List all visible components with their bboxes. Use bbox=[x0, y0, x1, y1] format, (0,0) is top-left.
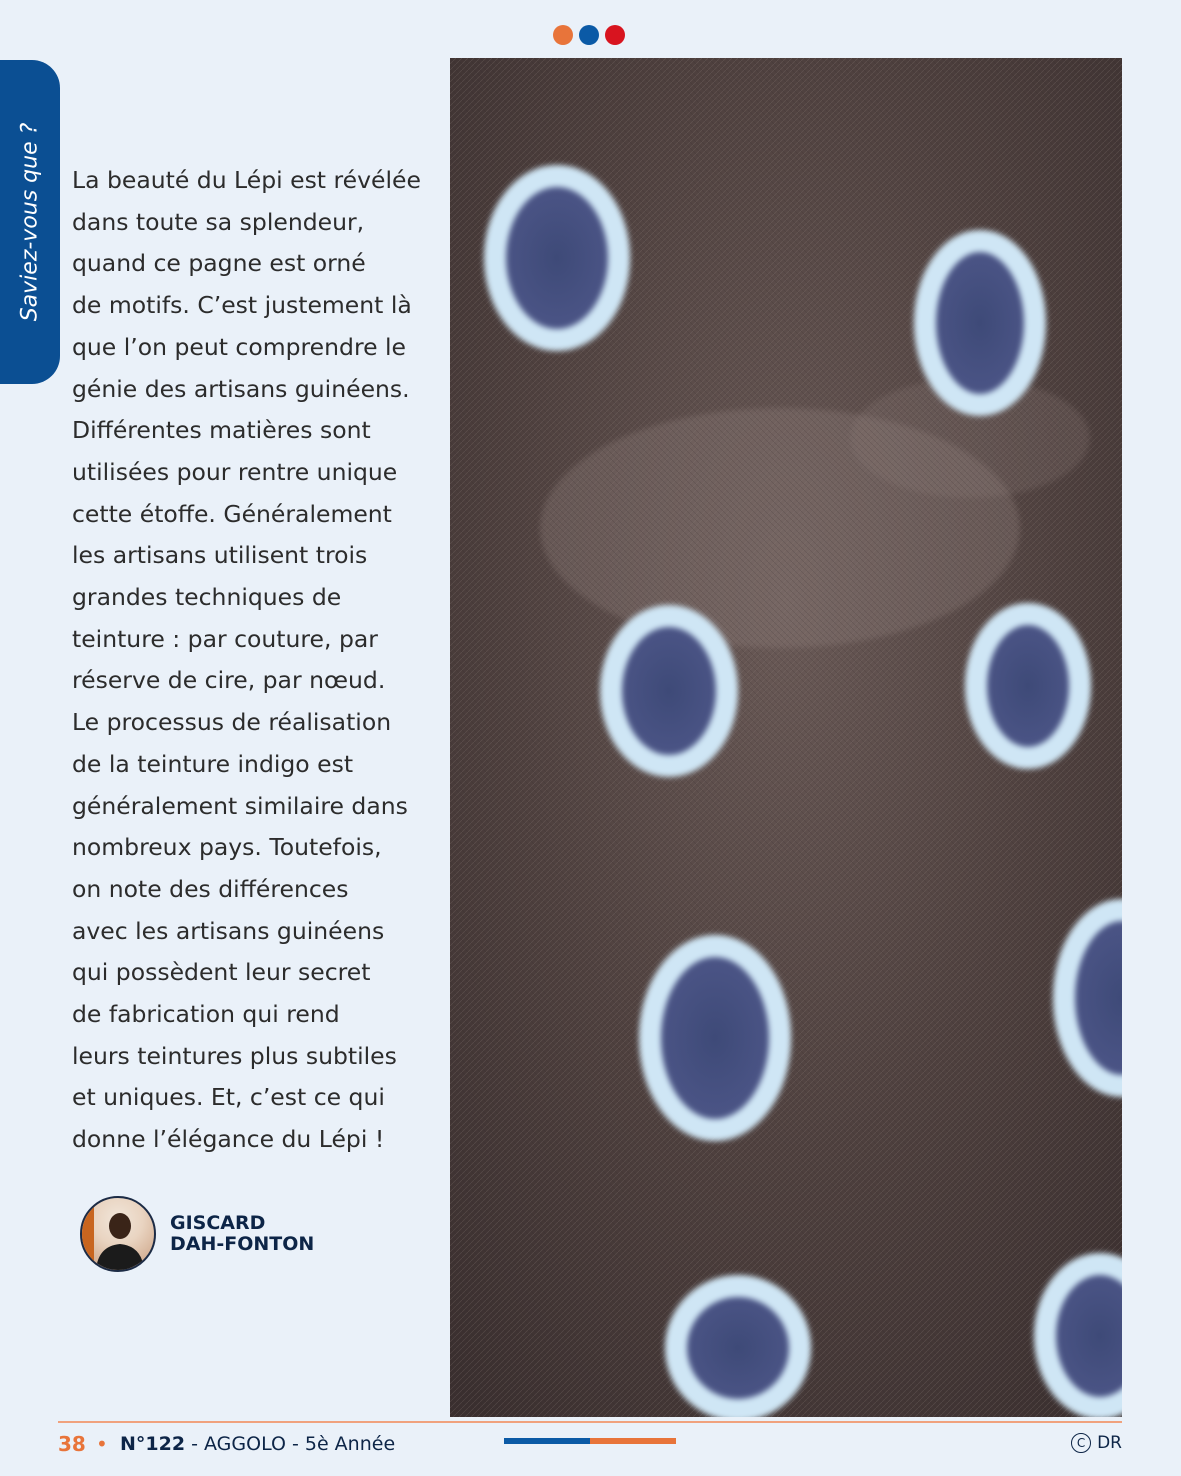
author-byline bbox=[80, 1196, 314, 1272]
author-last-name: DAH-FONTON bbox=[170, 1233, 315, 1255]
blue-dot bbox=[579, 25, 599, 45]
page-footer bbox=[58, 1428, 1128, 1460]
indigo-fabric-photo bbox=[450, 58, 1122, 1417]
author-first-name: GISCARD bbox=[170, 1212, 266, 1234]
article-body bbox=[72, 160, 442, 1161]
footer-divider bbox=[58, 1421, 1122, 1423]
article-line: on note des différences bbox=[72, 874, 349, 903]
author-avatar bbox=[80, 1196, 156, 1272]
article-line: leurs teintures plus subtiles bbox=[72, 1041, 397, 1070]
footer-color-bar bbox=[504, 1438, 676, 1444]
article-line: de fabrication qui rend bbox=[72, 1000, 340, 1029]
article-line: réserve de cire, par nœud. bbox=[72, 666, 386, 695]
copyright-icon: C bbox=[1071, 1433, 1091, 1453]
article-line: avec les artisans guinéens bbox=[72, 916, 385, 945]
article-line: dans toute sa splendeur, bbox=[72, 207, 365, 236]
article-line: La beauté du Lépi est révélée bbox=[72, 166, 421, 194]
author-name bbox=[170, 1213, 314, 1255]
page-number: 38 bbox=[58, 1432, 86, 1456]
fabric-image bbox=[450, 58, 1122, 1417]
article-line: quand ce pagne est orné bbox=[72, 249, 366, 278]
red-dot bbox=[605, 25, 625, 45]
article-line: teinture : par couture, par bbox=[72, 624, 378, 653]
person-icon bbox=[82, 1198, 154, 1270]
section-label: Saviez-vous que ? bbox=[17, 122, 43, 322]
publication-name: - AGGOLO - 5è Année bbox=[185, 1433, 396, 1455]
decorative-dots bbox=[553, 25, 625, 45]
article-line: généralement similaire dans bbox=[72, 791, 408, 820]
article-line: nombreux pays. Toutefois, bbox=[72, 833, 382, 862]
article-line: que l’on peut comprendre le bbox=[72, 332, 407, 361]
article-line: de la teinture indigo est bbox=[72, 749, 354, 778]
article-line: Différentes matières sont bbox=[72, 416, 371, 445]
credit-text: DR bbox=[1097, 1433, 1122, 1453]
orange-dot bbox=[553, 25, 573, 45]
article-line: Le processus de réalisation bbox=[72, 708, 392, 737]
article-line: utilisées pour rentre unique bbox=[72, 457, 398, 486]
issue-number: N°122 bbox=[120, 1433, 186, 1455]
issue-info bbox=[120, 1433, 395, 1455]
article-line: donne l’élégance du Lépi ! bbox=[72, 1125, 385, 1154]
article-line: de motifs. C’est justement là bbox=[72, 291, 412, 320]
article-line: grandes techniques de bbox=[72, 583, 342, 612]
article-line: et uniques. Et, c’est ce qui bbox=[72, 1083, 385, 1112]
article-line: génie des artisans guinéens. bbox=[72, 374, 410, 403]
article-line: qui possèdent leur secret bbox=[72, 958, 371, 987]
article-line: les artisans utilisent trois bbox=[72, 541, 368, 570]
footer-bullet: • bbox=[96, 1432, 108, 1456]
photo-credit bbox=[1071, 1433, 1122, 1453]
bar-orange bbox=[590, 1438, 676, 1444]
section-side-tab bbox=[0, 60, 60, 384]
article-line: cette étoffe. Généralement bbox=[72, 499, 392, 528]
bar-blue bbox=[504, 1438, 590, 1444]
